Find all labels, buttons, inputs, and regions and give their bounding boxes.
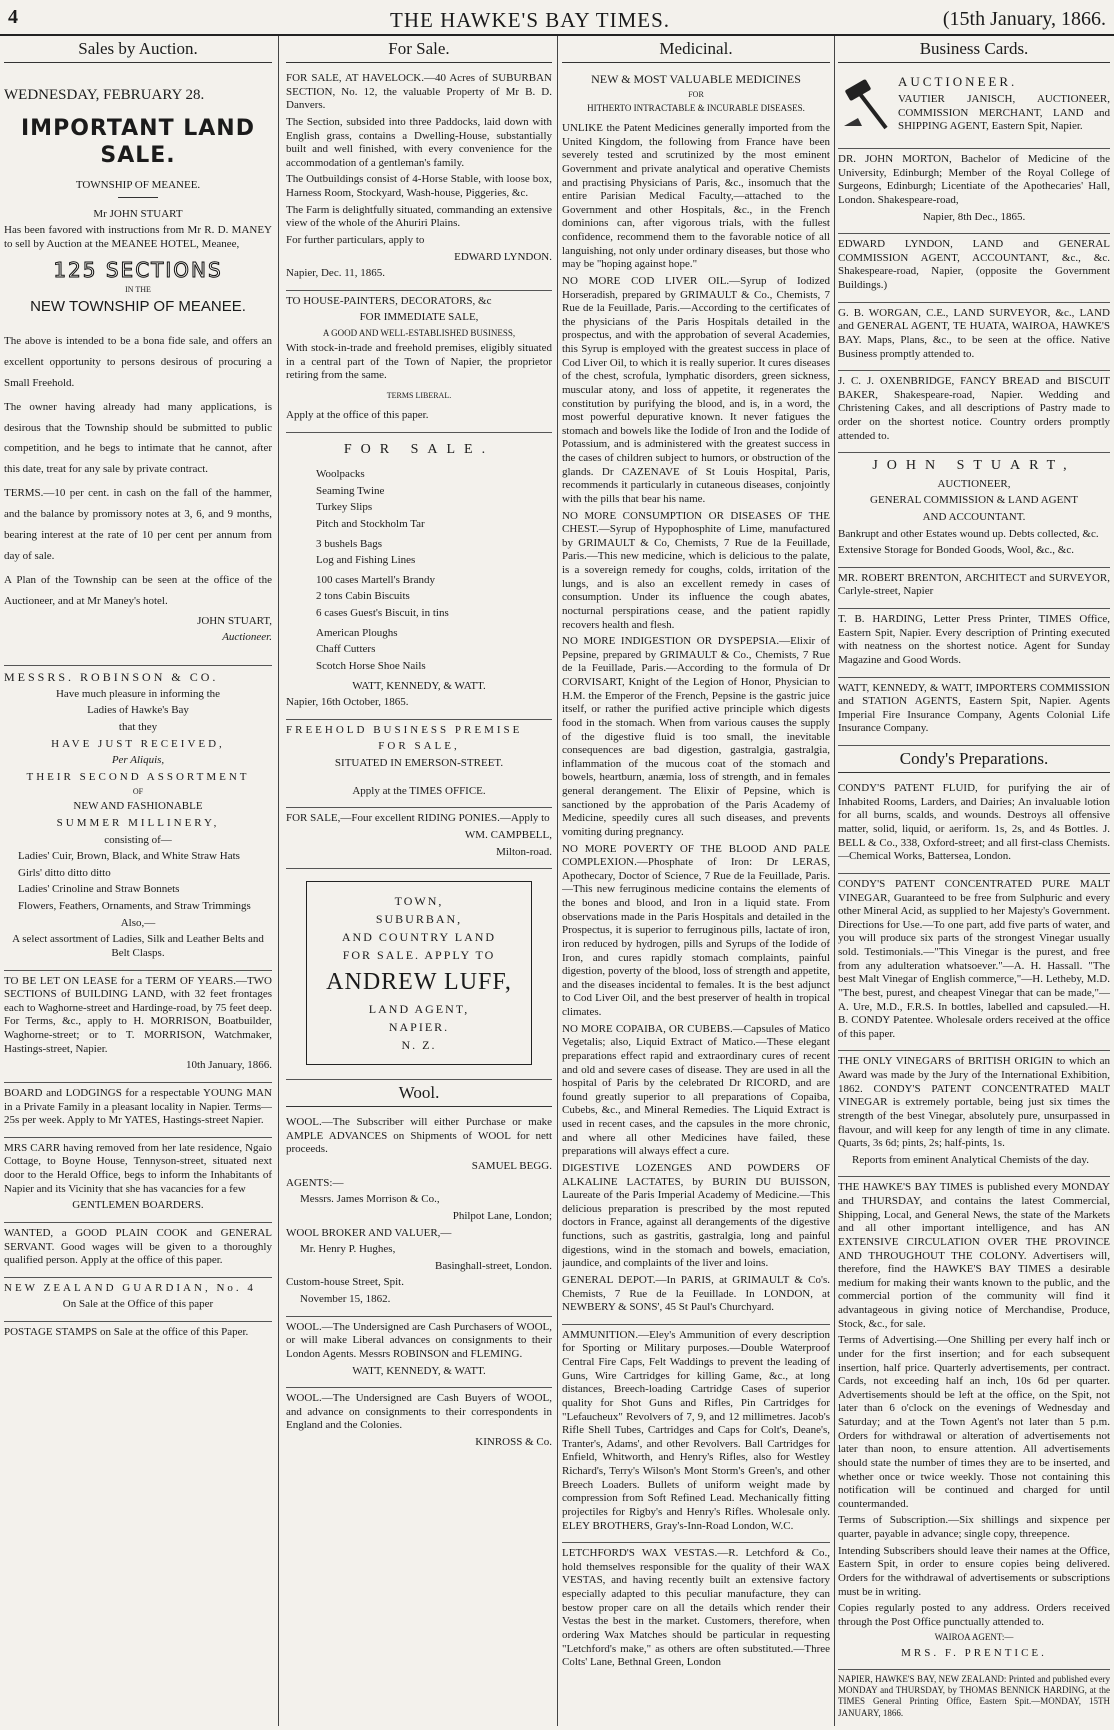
paragraph: FOR SALE, AT HAVELOCK.—40 Acres of SUBURBAN SECTION, No. 12, the valuable Property of Mr B. D. Danvers. — [286, 72, 552, 112]
section-heading: Medicinal. — [562, 36, 830, 63]
line: HITHERTO INTRACTABLE & INCURABLE DISEASES. — [587, 102, 805, 113]
paragraph: MR. ROBERT BRENTON, ARCHITECT and SURVEYOR, Carlyle-street, Napier — [838, 571, 1110, 598]
line: SITUATED IN EMERSON-STREET. — [334, 757, 504, 769]
signature: WM. CAMPBELL, — [464, 828, 552, 841]
advert-only-vinegars — [838, 1051, 1110, 1177]
list-item: Ladies' Crinoline and Straw Bonnets — [18, 883, 180, 896]
paragraph: EDWARD LYNDON, LAND and GENERAL COMMISSION AGENT, ACCOUNTANT, &c., &c. Shakespeare-road, Napier, (opposite the Government Buildings.) — [838, 238, 1110, 292]
paragraph: THE ONLY VINEGARS of BRITISH ORIGIN to which an Award was made by the Jury of the International Exhibition, 1862. CONDY'S PATENT CONCENTRATED MALT VINEGAR is extremely portable, being just six times the strength of the best Vinegar, absolutely pure, unsurpassed in flavour, and will keep for any length of time in any climate. Quarts, 3s 6d; pints, 2s; half-pints, 1s. — [838, 1055, 1110, 1150]
list-item: Scotch Horse Shoe Nails — [316, 659, 426, 672]
paragraph: WANTED, a GOOD PLAIN COOK and GENERAL SERVANT. Good wages will be given to a thoroughly qualified person. Apply at the office of this paper. — [4, 1226, 272, 1267]
date: 10th January, 1866. — [185, 1059, 272, 1072]
line: NAPIER. — [388, 1020, 450, 1035]
line: WAIROA AGENT:— — [934, 1632, 1014, 1643]
paragraph: A Plan of the Township can be seen at the office of the Auctioneer, and at Mr Maney's hotel. — [4, 573, 272, 607]
line: Philpot Lane, London; — [452, 1209, 552, 1222]
column-divider — [557, 36, 558, 1726]
list-item: Flowers, Feathers, Ornaments, and Straw Trimmings — [18, 900, 251, 913]
line: Per Aliquis, — [111, 754, 165, 767]
line: GENERAL COMMISSION & LAND AGENT — [870, 494, 1078, 507]
line: consisting of— — [104, 833, 172, 846]
paragraph: The Section, subsided into three Paddocks, laid down with English grass, contains a Dwelling-House, substantially built and well finished, with every convenience for the accommodation of a gentleman's family. — [286, 115, 552, 169]
paragraph: CONDY'S PATENT CONCENTRATED PURE MALT VINEGAR, Guaranteed to be free from Sulphuric and every other Mineral Acid, as supplied to her Majesty's Government. Directions for Use.—To one part, add five parts of water, and you will produce six parts of the strongest Vinegar usually sold. Testimonials.—"This Vinegar is the purest, and free from any adulteration whatsoever."—A. H. Hassall. "The best Malt Vinegar of English commerce,"—H. Letheby, M.D. "The best, purest, and cheapest Vinegar that can be made,"—A. Ure, M.D., F.R.S. In bottles, labelled and capsuled.—H. B. CONDY Patentee. Wholesale orders received at the office of this paper. — [838, 877, 1110, 1040]
paragraph: NO MORE CONSUMPTION OR DISEASES OF THE CHEST.—Syrup of Hypophosphite of Lime, manufactured by GRIMAULT & Co, Chemists, 7 Rue de la Feuillade, Paris.—This new medicine, which is delicious to the palate, is a sovereign remedy for coughs, colds, irritation of the lungs, and is also an excellent remedy in cases of consumption. Under its influence the cough abates, nocturnal perspirations cease, and the patient rapidly recovers health and flesh. — [562, 509, 830, 631]
paragraph: Has been favored with instructions from Mr R. D. MANEY to sell by Auction at the MEANEE HOTEL, Meanee, — [4, 224, 272, 251]
list-item: 2 tons Cabin Biscuits — [316, 590, 410, 603]
township-name: TOWNSHIP OF MEANEE. — [75, 179, 201, 192]
list-item: Chaff Cutters — [316, 643, 376, 656]
paragraph: FOR SALE,—Four excellent RIDING PONIES.—Apply to — [286, 812, 550, 825]
paragraph: NO MORE COD LIVER OIL.—Syrup of Iodized Horseradish, prepared by GRIMAULT & Co., Chemists, 7 Rue de la Feuillade, Paris.—According to the certificates of the physicians of the Paris Hospitals detailed in the prospectus, and with the approbation of several Academies, this Syrup is employed with the greatest success in place of Cod Liver Oil, to which it is really superior. It cures diseases of the chest, scrofula, lymphatic disorders, green sickness, muscular atony, and loss of appetite, it regenerates the constitution by purifying the blood, and is, in a word, the most powerful depurative known. It never fatigues the stomach and bowels like the Iodide of Iron and the Iodide of Potassium, and is administered with the greatest success in the cases of children subject to humors, or obstruction of the glands. Dr CAZENAVE of St Louis Hospital, Paris, recommends it particularly in cutaneous diseases, conjointly with the pills that bear his name. — [562, 274, 830, 505]
advert-board-lodging — [4, 1083, 272, 1138]
list-item: American Ploughs — [316, 626, 398, 639]
line: Mr. Henry P. Hughes, — [300, 1243, 396, 1256]
agent-name: MRS. F. PRENTICE. — [901, 1646, 1047, 1659]
paragraph: The Farm is delightfully situated, commanding an extensive view of the whole of the Ahuriri Plains. — [286, 203, 552, 230]
auctioneer-card — [838, 72, 1110, 142]
line: Apply at the office of this paper. — [286, 409, 429, 422]
list-item: Ladies' Cuir, Brown, Black, and White Straw Hats — [18, 850, 240, 863]
advert-wool-watt — [286, 1317, 552, 1389]
line: AUCTIONEER, — [937, 477, 1011, 490]
column-for-sale — [286, 36, 552, 1726]
line: HAVE JUST RECEIVED, — [51, 737, 225, 750]
paragraph: MRS CARR having removed from her late residence, Ngaio Cottage, to Boyne House, Tennyson-street, situated next door to the Herald Office, begs to inform the Inhabitants of Napier and its Vicinity that she has vacancies for a few — [4, 1141, 272, 1195]
line: FOR IMMEDIATE SALE, — [359, 311, 479, 324]
agent-name: ANDREW LUFF, — [326, 969, 512, 996]
line: A select assortment of Ladies, Silk and Leather Belts and Belt Clasps. — [12, 933, 264, 959]
goods-list — [286, 468, 552, 532]
card-john-stuart — [838, 453, 1110, 567]
firm-name: MESSRS. ROBINSON & CO. — [4, 669, 219, 684]
line: Custom-house Street, Spit. — [286, 1276, 404, 1289]
headline: NEW & MOST VALUABLE MEDICINES — [591, 72, 801, 87]
paragraph: Bankrupt and other Estates wound up. Debts collected, &c. — [838, 527, 1099, 540]
list-item: Turkey Slips — [316, 501, 373, 514]
section-heading: Sales by Auction. — [4, 36, 272, 63]
signature: WATT, KENNEDY, & WATT. — [352, 679, 486, 692]
section-heading: For Sale. — [286, 36, 552, 63]
masthead — [0, 0, 1114, 36]
goods-list — [286, 574, 552, 621]
item-list — [4, 850, 272, 914]
line: LAND AGENT, — [368, 1002, 470, 1017]
advert-freehold — [286, 720, 552, 809]
place: Milton-road. — [496, 845, 552, 858]
line: N. Z. — [401, 1038, 437, 1053]
line: Have much pleasure in informing the — [55, 687, 221, 700]
paragraph: GENERAL DEPOT.—In PARIS, at GRIMAULT & Co's. Chemists, 7 Rue de la Feuillade. In LONDON, at NEWBERY & SONS', 45 St Paul's Churchyard. — [562, 1273, 830, 1314]
line: TERMS LIBERAL. — [386, 391, 452, 401]
paragraph: TO BE LET ON LEASE for a TERM OF YEARS.—TWO SECTIONS of BUILDING LAND, with 32 feet frontages each to Waghorne-street and Hardinge-road, by 75 feet deep. For Terms, &c., apply to H. MORRISON, Boatbuilder, Waghorne-street; or to T. MORRISON, Watchmaker, Hastings-street, Napier. — [4, 974, 272, 1055]
paragraph: Intending Subscribers should leave their names at the Office, Eastern Spit, in order to ensure copies being delivered. Orders for the withdrawal of advertisements or subscriptions must be in writing. — [838, 1544, 1110, 1598]
card-janisch — [838, 68, 1110, 149]
list-item: 100 cases Martell's Brandy — [316, 573, 435, 586]
line: Messrs. James Morrison & Co., — [300, 1193, 440, 1206]
signature: EDWARD LYNDON. — [454, 250, 552, 263]
column-divider — [834, 36, 835, 1726]
paragraph: LETCHFORD'S WAX VESTAS.—R. Letchford & Co., hold themselves responsible for the quality of their WAX VESTAS, and having recently built an extensive factory especially adapted to this peculiar manufacture, they can bestow proper care on all the details which render their Vestas the best in the market. Customers, therefore, when ordering Wax Matches should be particular in requesting "Letchford's make," as others are often substituted.—Three Colts' Lane, Bethnal Green, London — [562, 1547, 830, 1669]
date: November 15, 1862. — [300, 1293, 391, 1306]
paragraph: POSTAGE STAMPS on Sale at the office of this Paper. — [4, 1326, 249, 1339]
line: that they — [118, 720, 158, 733]
goods-list — [286, 627, 552, 674]
signature: KINROSS & Co. — [475, 1436, 552, 1449]
paragraph: Reports from eminent Analytical Chemists of the day. — [852, 1153, 1089, 1166]
line: AND ACCOUNTANT. — [922, 510, 1026, 523]
paragraph: For further particulars, apply to — [286, 233, 425, 246]
card-lyndon — [838, 234, 1110, 303]
headline: FOR SALE. — [343, 441, 495, 457]
land-agent-box — [306, 881, 532, 1065]
sections-count: 125 SECTIONS — [53, 257, 223, 282]
signature: JOHN STUART, — [197, 614, 272, 627]
line: AND COUNTRY LAND — [341, 930, 497, 945]
paragraph: T. B. HARDING, Letter Press Printer, TIMES Office, Eastern Spit, Napier. Every description of Printing executed with neatness on the shortest notice. Agent for Sunday Magazine and Good Words. — [838, 613, 1110, 666]
headline: AUCTIONEER. — [898, 74, 1018, 90]
paragraph: TERMS.—10 per cent. in cash on the fall of the hammer, and the balance by promissory notes at 3, 6, and 9 months, bearing interest at the rate of 10 per cent per annum from day of sale. — [4, 487, 272, 562]
advert-ammunition — [562, 1325, 830, 1543]
advert-condy-fluid — [838, 778, 1110, 874]
auction-hammer-icon — [840, 74, 892, 134]
advert-land-sale — [4, 68, 272, 666]
paragraph: BOARD and LODGINGS for a respectable YOUNG MAN in a Private Family in a pleasant locality in Napier. Terms—25s per week. Apply to Mr YATES, Hastings-street Napier. — [4, 1086, 272, 1127]
advert-nz-guardian — [4, 1278, 272, 1322]
paragraph: Copies regularly posted to any address. Orders received through the Post Office punctually attended to. — [838, 1602, 1110, 1628]
advert-wool-begg — [286, 1112, 552, 1317]
line: Ladies of Hawke's Bay — [87, 704, 189, 717]
sale-date: WEDNESDAY, FEBRUARY 28. — [4, 87, 205, 104]
auctioneer-name: Mr JOHN STUART — [93, 207, 183, 220]
advert-for-sale-goods — [286, 433, 552, 720]
issue-date: (15th January, 1866. — [942, 8, 1106, 30]
paragraph: CONDY'S PATENT FLUID, for purifying the air of Inhabited Rooms, Larders, and Dairies; An invaluable lotion for all burns, scalds, and wounds. Destroys all offensive matter, solid, liquid, or aeriform. 1s, 2s, and 4s Bottles. J. BELL & Co., 338, Oxford-street; and all first-class Chemists.—Chemical Works, Battersea, London. — [838, 782, 1110, 863]
section-heading: Business Cards. — [838, 36, 1110, 63]
paragraph: NO MORE POVERTY OF THE BLOOD AND PALE COMPLEXION.—Phosphate of Iron: Dr LERAS, Apothecary, Doctor of Science, 7 Rue de la Feuillade, Paris.—This new ferruginous medicine contains the elements of the bones and blood, and Iron in a liquid state. From observations made in the Paris Hospitals and detailed in the Prospectus, it is superior to ferruginous pills, lactate of iron, iron reduced by hydrogen, pills and Syrups of the Iodide of Iron, and cures rapidly stomach complaints, painful digestion, poverty of the blood, loss of strength and appetite, and the diseases incidental to females. It is the best adjunct to Cod Liver Oil, and the best preserver of health in tropical climates. — [562, 842, 830, 1019]
paragraph: With stock-in-trade and freehold premises, eligibly situated in a central part of the Town of Napier, the proprietor retiring from the same. — [286, 342, 552, 382]
card-worgan — [838, 303, 1110, 372]
card-oxenbridge — [838, 371, 1110, 453]
paragraph: UNLIKE the Patent Medicines generally imported from the United Kingdom, the following from France have been severely tested and scrutinized by the most eminent Government and private analytical and operative Chemists and practising Physicians of Paris, &c., insomuch that the entire Parisian Medical Faculty,—attached to the Government and other Hospitals, &c., in the French dominions can, after vigorous trials, with the fullest confidence, recommend them to the favorable notice of all languishing, not only under ordinary diseases, but those who may be "hoping against hope." — [562, 122, 830, 271]
notice-hawkes-bay-times — [838, 1177, 1110, 1670]
advert-robinson — [4, 666, 272, 971]
advert-ponies — [286, 808, 552, 869]
paragraph: AMMUNITION.—Eley's Ammunition of every description for Sporting or Military purposes.—Double Waterproof Central Fire Caps, Felt Waddings to prevent the leading of Guns, Wire Cartridges for killing Game, &c., at long distances, Breech-loading Cartridge Cases of superior quality for Shot Guns and Rifles, Pin Cartridges for "Lefaucheux" Revolvers of 7, 9, and 12 millimetres. Jacob's Rifle Shell Tubes, Cartridges and Caps for Colt's, Deane's, Tranter's, Adams', and other Revolvers. Ball Cartridges for Enfield, Whitworth, and Henry's Rifles, also for Westley Richard's, Terry's Wilson's Mont Storm's Green's, and other Breech Loaders. Bullets of uniform weight made by compression from Soft Refined Lead. Mechanically fitting projectiles for Rigby's and Henry's Rifles. Wholesale only. ELEY BROTHERS, Gray's-Inn-Road London, W.C. — [562, 1328, 830, 1532]
page-number: 4 — [8, 6, 18, 28]
paragraph: G. B. WORGAN, C.E., LAND SURVEYOR, &c., LAND and GENERAL AGENT, TE HUATA, WAIROA, HAWKE'S BAY. Maps, Plans, &c., to be seen at the office. Native Business promptly attended to. — [838, 306, 1110, 360]
list-item: 6 cases Guest's Biscuit, in tins — [316, 607, 449, 619]
land-sale-title: IMPORTANT LAND SALE. — [21, 115, 255, 168]
line: Apply at the TIMES OFFICE. — [352, 784, 486, 797]
card-text — [898, 74, 1110, 137]
date: Napier, 16th October, 1865. — [286, 696, 409, 709]
paragraph: WOOL.—The Undersigned are Cash Buyers of WOOL, and advance on consignments to their correspondents in England and the Colonies. — [286, 1392, 552, 1432]
section-heading: Condy's Preparations. — [838, 746, 1110, 773]
paragraph: WOOL.—The Subscriber will either Purchase or make AMPLE ADVANCES on Shipments of WOOL for nett proceeds. — [286, 1116, 552, 1156]
list-item: Pitch and Stockholm Tar — [316, 517, 425, 530]
paragraph: DR. JOHN MORTON, Bachelor of Medicine of the University, Edinburgh; Member of the Royal College of Surgeons, Edinburgh; Licentiate of the Apothecaries' Hall, London. Shakespeare-road, — [838, 153, 1110, 206]
list-item: 3 bushels Bags — [316, 537, 382, 550]
advert-lease — [4, 971, 272, 1083]
label: IN THE — [125, 284, 151, 294]
line: OF — [132, 787, 144, 797]
paragraph: The above is intended to be a bona fide sale, and offers an excellent opportunity to persons desirous of procuring a Small Freehold. — [4, 335, 272, 389]
column-sales-by-auction — [4, 36, 272, 1726]
date: Napier, Dec. 11, 1865. — [286, 267, 386, 280]
advert-wanted-cook — [4, 1223, 272, 1278]
line: WOOL BROKER AND VALUER,— — [286, 1226, 452, 1239]
signature-title: Auctioneer. — [222, 631, 272, 644]
line: FOR SALE. APPLY TO — [342, 948, 496, 963]
line: TOWN, — [394, 894, 444, 909]
paragraph: NO MORE INDIGESTION OR DYSPEPSIA.—Elixir of Pepsine, prepared by GRIMAULT & Co., Chemists, 7 Rue de la Feuillade, Paris.—According to the formula of Dr CORVISART, Knight of the Legion of Honor, Physician to H.M. the Emperor of the French, Pepsine is the gastric juice itself, or rather the purified active principle which digests food in the stomach. When from various causes the supply of the digestive fluid is too small, the inevitable consequences are bad digestion, gastralgia, gastralgia, inflammation of the mucous coat of the stomach and bowels, heartburn, anæmia, loss of strength, and in females general derangement. The Elixir of Pepsine, which is sanctioned by the approbation of the Paris Academy of Medicine, speedily cures all such diseases, and prevents vomiting during pregnancy. — [562, 635, 830, 838]
date: Napier, 8th Dec., 1865. — [922, 210, 1026, 223]
card-morton — [838, 149, 1110, 234]
advert-wax-vestas — [562, 1543, 830, 1679]
headline: FREEHOLD BUSINESS PREMISE — [286, 723, 523, 736]
line: Also,— — [120, 916, 156, 929]
paragraph: NAPIER, HAWKE'S BAY, NEW ZEALAND: Printed and published every MONDAY and THURSDAY, by THOMAS BENNICK HARDING, at the TIMES General Printing Office, Eastern Spit.—MONDAY, 15TH JANUARY, 1866. — [838, 1674, 1110, 1718]
advert-french-medicines — [562, 68, 830, 1325]
line: On Sale at the Office of this paper — [62, 1298, 214, 1311]
line: NEW AND FASHIONABLE — [73, 800, 203, 813]
township-heading: NEW TOWNSHIP OF MEANEE. — [30, 298, 246, 316]
signature: SAMUEL BEGG. — [471, 1160, 552, 1173]
headline: TO HOUSE-PAINTERS, DECORATORS, &c — [286, 294, 492, 307]
paragraph: Extensive Storage for Bonded Goods, Wool, &c., &c. — [838, 544, 1074, 557]
list-item: Seaming Twine — [316, 484, 385, 497]
line: FOR — [688, 89, 704, 99]
divider — [118, 197, 158, 198]
paragraph: The owner having already had many applications, is desirous that the Township should be submitted to public competition, and he begs to intimate that he cannot, after this date, treat for any sale by private contract. — [4, 400, 272, 476]
line: AGENTS:— — [286, 1176, 344, 1189]
list-item: Log and Fishing Lines — [316, 554, 416, 567]
card-watt-kennedy — [838, 678, 1110, 747]
list-item: Woolpacks — [316, 468, 365, 480]
paragraph: WATT, KENNEDY, & WATT, IMPORTERS COMMISSION and STATION AGENTS, Eastern Spit, Napier. Agents Imperial Fire Insurance Company, Agents Colonial Life Insurance Company. — [838, 681, 1110, 735]
paragraph: Terms of Subscription.—Six shillings and sixpence per quarter, payable in advance; single copy, threepence. — [838, 1514, 1110, 1541]
paragraph: THE HAWKE'S BAY TIMES is published every MONDAY and THURSDAY, and contains the latest Commercial, Shipping, Local, and General News, the state of the Markets and all other important intelligence, and has AN EXTENSIVE CIRCULATION OVER THE PROVINCE AND THROUGHOUT THE COLONY. Advertisers will, therefore, find the HAWKE'S BAY TIMES a desirable medium for making their wants known to the public, and the commercial portion of the community will find it advantageous in giving notice of Merchandise, Produce, Stock, &c., for sale. — [838, 1181, 1110, 1330]
advert-postage-stamps — [4, 1322, 272, 1349]
paragraph: DIGESTIVE LOZENGES AND POWDERS OF ALKALINE LACTATES, by BURIN DU BUISSON, Laureate of the Paris Imperial Academy of Medicine.—This delicious preparation is prescribed by the most reputed doctors in France, against all derangements of the digestive functions, such as gastritis, gastralgia, long and painful digestions, wind in the stomach and bowels, emaciation, jaundice, and complaints of the liver and loins. — [562, 1161, 830, 1270]
headline: JOHN STUART, — [872, 458, 1076, 474]
advert-mrs-carr — [4, 1138, 272, 1223]
imprint — [838, 1670, 1110, 1726]
paragraph: Terms of Advertising.—One Shilling per every half inch or under for the first insertion; and for each subsequent insertion, half price. Quarterly advertisements, per contract. Cards, not exceeding half an inch, 10s 6d per quarter. Advertisements should be left at the office, on the Spit, not later than 6 o'clock on the evenings of Wednesday and Saturday; and at the Town Agent's not later than 5 p.m. Orders for withdrawal or alteration of advertisements not later than noon, to ensure attention. All advertisements should state the number of times they are to be inserted, and whether once or twice weekly. Those not containing this notification will be continued and charged for until countermanded. — [838, 1334, 1110, 1510]
card-harding — [838, 609, 1110, 678]
column-divider — [278, 36, 279, 1726]
line: Basinghall-street, London. — [434, 1259, 552, 1272]
advert-condy-vinegar — [838, 874, 1110, 1052]
paragraph: J. C. J. OXENBRIDGE, FANCY BREAD and BISCUIT BAKER, Shakespeare-road, Napier. Wedding and Christening Cakes, and all descriptions of Pastry made to order on the shortest notice. Country orders promptly attended to. — [838, 375, 1110, 442]
paragraph: VAUTIER JANISCH, AUCTIONEER, COMMISSION MERCHANT, LAND and SHIPPING AGENT, Eastern Spit, Napier. — [898, 93, 1110, 133]
line: THEIR SECOND ASSORTMENT — [26, 770, 250, 783]
line: FOR SALE, — [378, 740, 460, 753]
card-brenton — [838, 568, 1110, 609]
line: SUMMER MILLINERY, — [56, 816, 220, 829]
signature: WATT, KENNEDY, & WATT. — [352, 1364, 486, 1377]
line: GENTLEMEN BOARDERS. — [72, 1199, 204, 1212]
advert-wool-kinross — [286, 1388, 552, 1459]
goods-list — [286, 538, 552, 568]
line: NEW ZEALAND GUARDIAN, No. 4 — [4, 1281, 256, 1294]
advert-havelock — [286, 68, 552, 291]
advert-house-painters — [286, 291, 552, 433]
line: SUBURBAN, — [375, 912, 463, 927]
advert-andrew-luff — [286, 869, 552, 1080]
column-medicinal — [562, 36, 830, 1726]
column-business-cards — [838, 36, 1110, 1726]
list-item: Girls' ditto ditto ditto — [18, 866, 111, 879]
paragraph: The Outbuildings consist of 4-Horse Stable, with loose box, Harness Room, Stockyard, Wash-house, Piggeries, &c. — [286, 173, 552, 200]
paragraph: NO MORE COPAIBA, OR CUBEBS.—Capsules of Matico Vegetalis; also, Liquid Extract of Matico.—These elegant preparations effect rapid and extraordinary cures of recent and old and severe cases of disease. They are used in all the hospital of Paris by the celebrated Dr RICORD, and are found greatly superior to all preparations of Copaiba, Cubebs, &c., and Mineral Remedies. The Liquid Extract is used in recent cases, and the capsules in the more chronic, and where all other Medicines have failed, these preparations will always effect a cure. — [562, 1022, 830, 1158]
section-heading: Wool. — [286, 1080, 552, 1107]
newspaper-title: THE HAWKE'S BAY TIMES. — [390, 8, 670, 32]
line: A GOOD AND WELL-ESTABLISHED BUSINESS, — [322, 328, 516, 339]
paragraph: WOOL.—The Undersigned are Cash Purchasers of WOOL, or will make Liberal advances on consignments to their London Agents. Messrs ROBINSON and FLEMING. — [286, 1320, 552, 1360]
